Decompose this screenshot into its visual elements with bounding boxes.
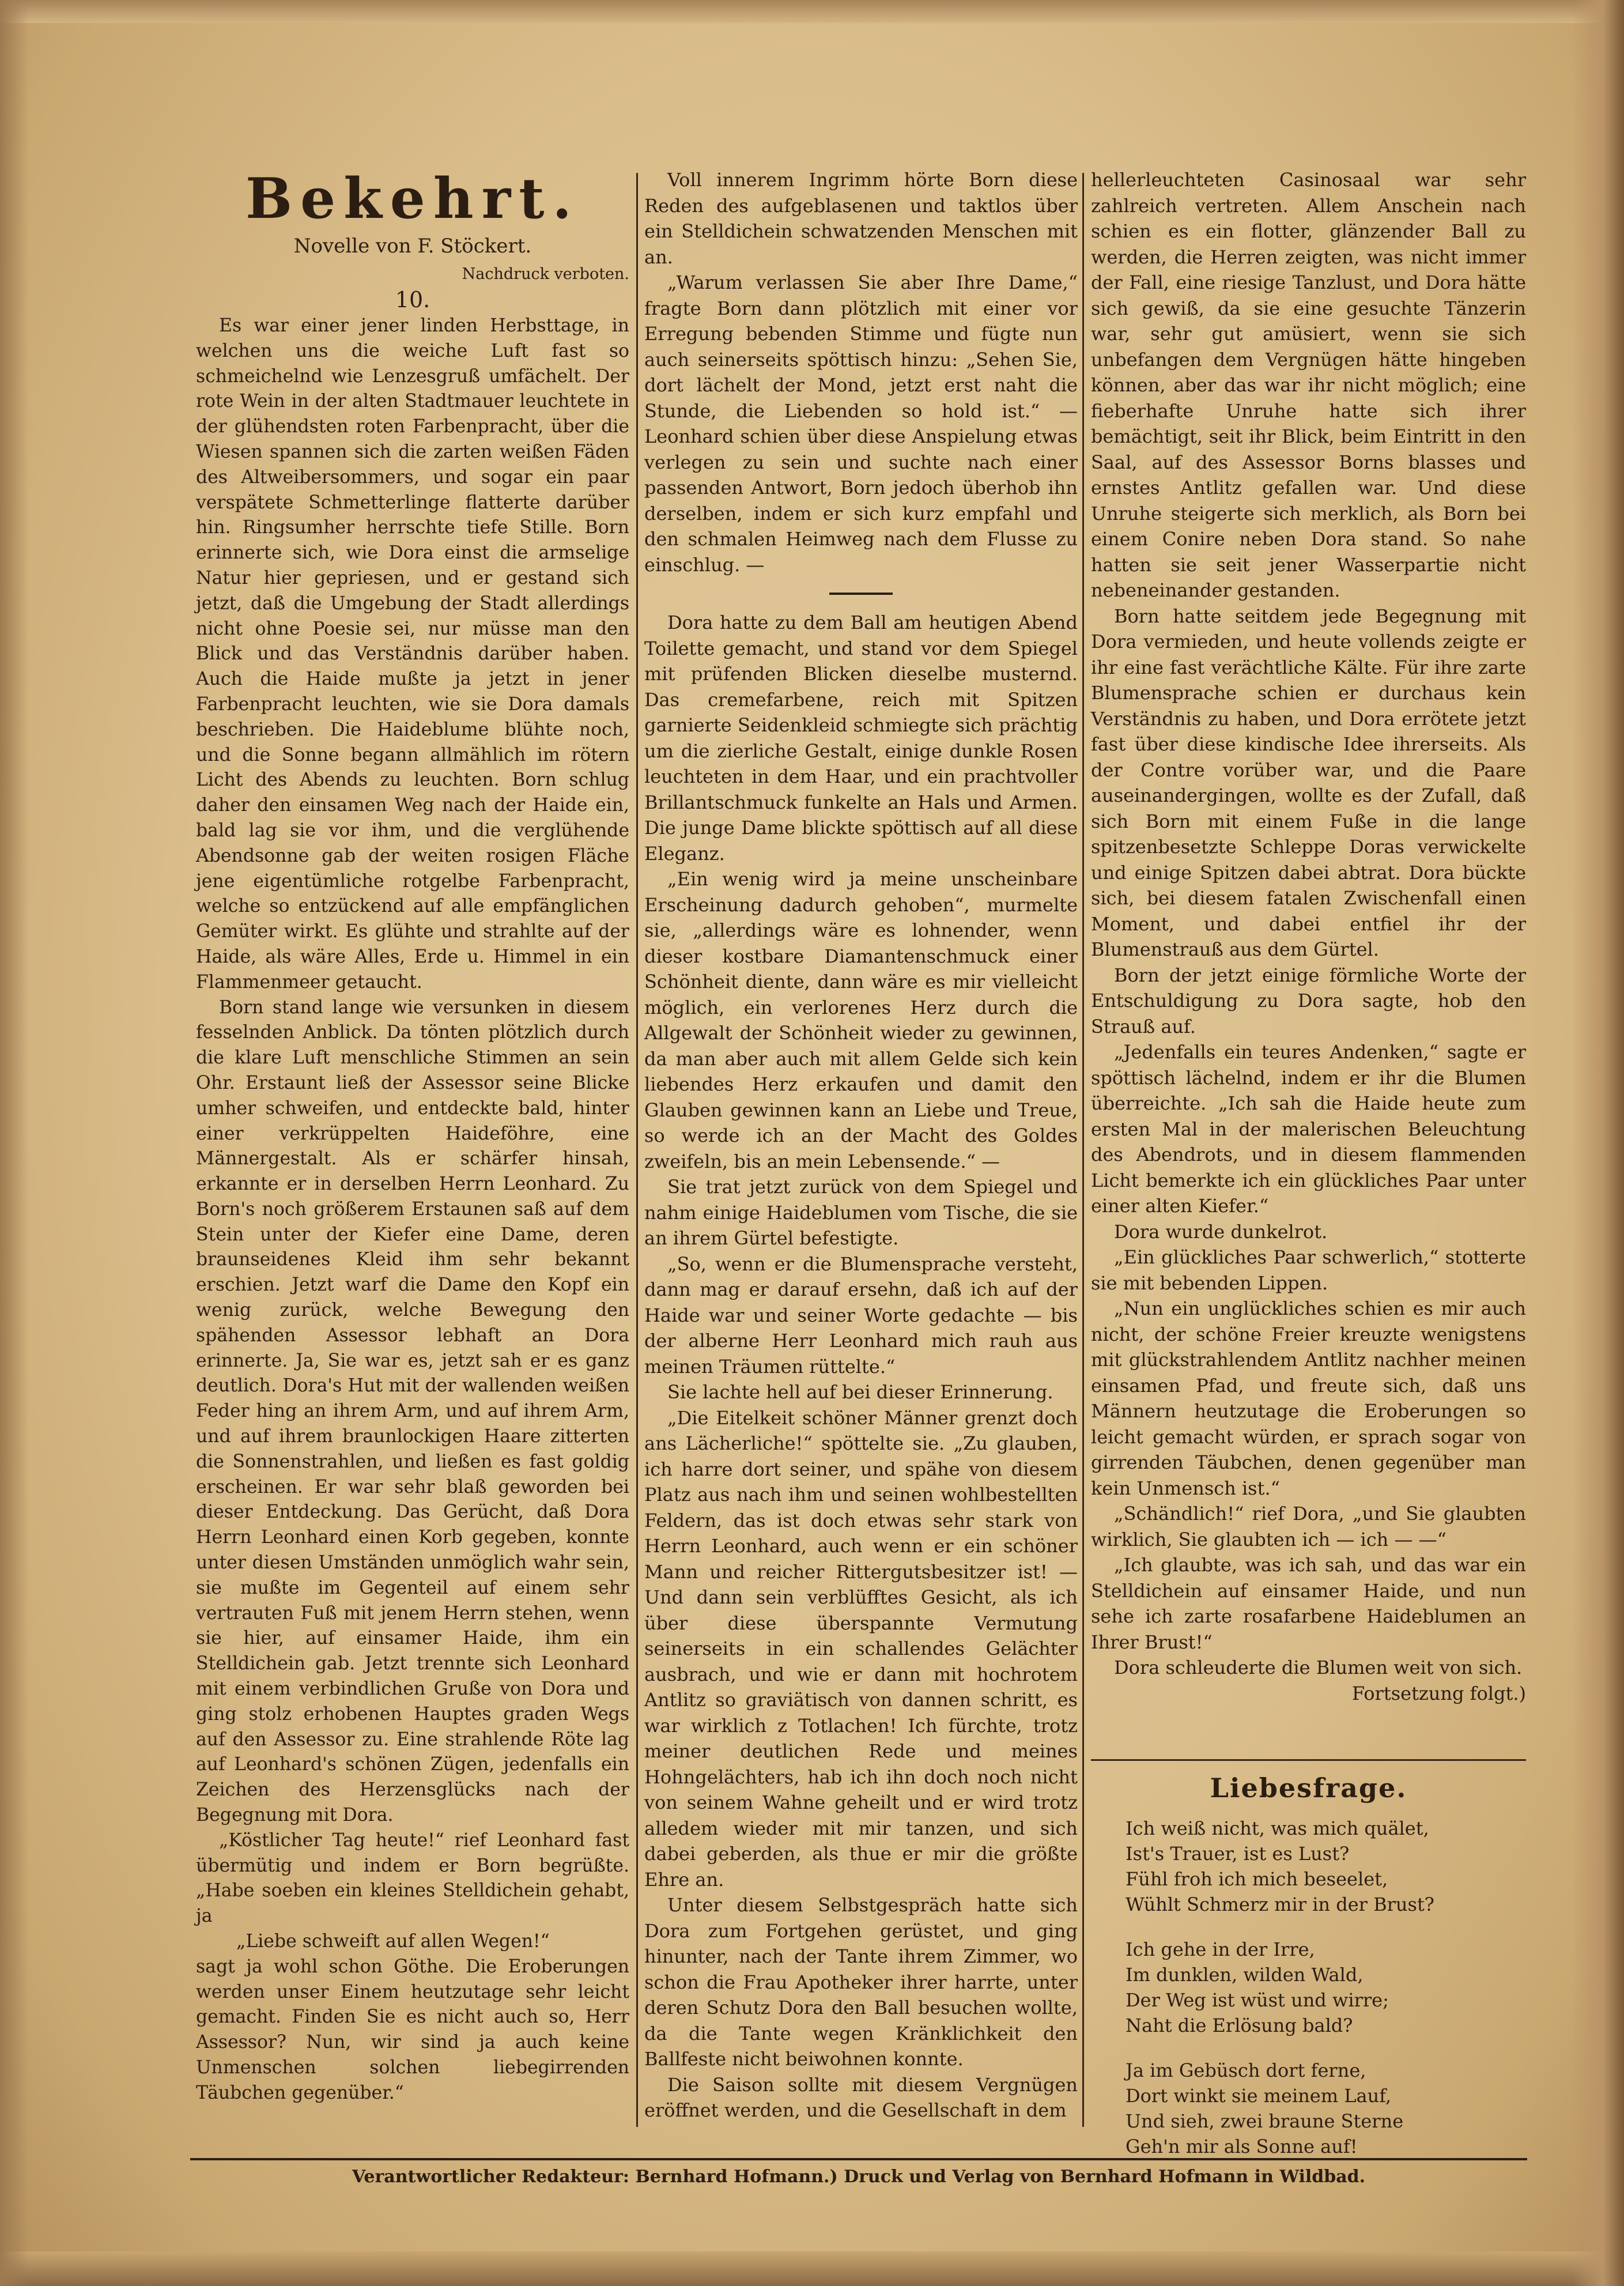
paragraph: sagt ja wohl schon Göthe. Die Eroberungen werden unser Einem heutzutage sehr leicht gemacht. Finden Sie es nicht auch so, Herr Assessor? Nun, wir sind ja auch keine Unmenschen solchen liebegirrenden Täubchen gegenüber.“ xyxy=(196,1956,629,2103)
paragraph: Sie trat jetzt zurück von dem Spiegel und nahm einige Haideblumen vom Tische, die sie an ihrem Gürtel befestigte. xyxy=(644,1176,1078,1249)
column-3 xyxy=(1091,167,1526,1706)
article-byline: Novelle von F. Stöckert. xyxy=(293,235,532,258)
imprint-footer: Verantwortlicher Redakteur: Bernhard Hofmann.) Druck und Verlag von Bernhard Hofmann in Wildbad. xyxy=(352,2167,1366,2187)
paragraph: Born der jetzt einige förmliche Worte der Entschuldigung zu Dora sagte, hob den Strauß auf. xyxy=(1091,964,1526,1038)
poem-stanza xyxy=(1126,1937,1526,2038)
poem-line: Im dunklen, wilden Wald, xyxy=(1126,1964,1364,1986)
column-rule xyxy=(636,173,638,2127)
paragraph: Sie lachte hell auf bei dieser Erinnerung. xyxy=(667,1381,1053,1403)
page-edge-left xyxy=(0,0,29,2286)
paragraph: Dora hatte zu dem Ball am heutigen Abend Toilette gemacht, und stand vor dem Spiegel mit prüfenden Blicken dieselbe musternd. Das cremefarbene, reich mit Spitzen garnierte Seidenkleid schmiegte sich prächtig um die zierliche Gestalt, einige dunkle Rosen leuchteten in dem Haar, und ein prachtvoller Brillantschmuck funkelte an Hals und Armen. Die junge Dame blickte spöttisch auf all diese Eleganz. xyxy=(644,612,1078,865)
paragraph: „Ich glaubte, was ich sah, und das war ein Stelldichein auf einsamer Haide, und nun sehe ich zarte rosafarbene Haideblumen an Ihrer Brust!“ xyxy=(1091,1554,1526,1653)
paragraph: Unter diesem Selbstgespräch hatte sich Dora zum Fortgehen gerüstet, und ging hinunter, nach der Tante ihrem Zimmer, wo schon die Frau Apotheker ihrer harrte, unter deren Schutz Dora den Ball besuchen wollte, da die Tante wegen Kränklichkeit den Ballfeste nicht beiwohnen konnte. xyxy=(644,1894,1078,2070)
paragraph: „Die Eitelkeit schöner Männer grenzt doch ans Lächerliche!“ spöttelte sie. „Zu glauben, ich harre dort seiner, und spähe von diesem Platz aus nach ihm und seinen wohlbestellten Feldern, das ist doch etwas sehr stark von Herrn Leonhard, auch wenn er ein schöner Mann und reicher Rittergutsbesitzer ist! — Und dann sein verblüfftes Gesicht, als ich über diese überspannte Vermutung seinerseits in ein schallendes Gelächter ausbrach, und wie er dann mit hochrotem Antlitz so graviätisch von dannen schritt, es war wirklich z Totlachen! Ich fürchte, trotz meiner deutlichen Rede und meines Hohngelächters, hab ich ihn doch noch nicht von seinem Wahne geheilt und er wird trotz alledem wieder mit mir tanzen, und sich dabei geberden, als thue er mir die größte Ehre an. xyxy=(644,1406,1078,1891)
paragraph: „So, wenn er die Blumensprache versteht, dann mag er darauf ersehn, daß ich auf der Haide war und seiner Worte gedachte — bis der alberne Herr Leonhard mich rauh aus meinen Träumen rüttelte.“ xyxy=(644,1253,1078,1378)
paragraph: „Ein glückliches Paar schwerlich,“ stotterte sie mit bebenden Lippen. xyxy=(1091,1246,1526,1294)
paragraph: Es war einer jener linden Herbsttage, in welchen uns die weiche Luft fast so schmeichelnd wie Lenzesgruß umfächelt. Der rote Wein in der alten Stadtmauer leuchtete in der glühendsten roten Farbenpracht, über die Wiesen spannen sich die zarten weißen Fäden des Altweibersommers, und sogar ein paar verspätete Schmetterlinge flatterte darüber hin. Ringsumher herrschte tiefe Stille. Born erinnerte sich, wie Dora einst die armselige Natur hier gepriesen, und er gestand sich jetzt, daß die Umgebung der Stadt allerdings nicht ohne Poesie sei, nur müsse man den Blick und das Verständnis darüber haben. Auch die Haide mußte ja jetzt in jener Farbenpracht leuchten, wie sie Dora damals beschrieben. Die Haideblume blühte noch, und die Sonne begann allmählich im rötern Licht des Abends zu leuchten. Born schlug daher den einsamen Weg nach der Haide ein, bald lag sie vor ihm, und die verglühende Abendsonne gab der weiten rosigen Fläche jene eigentümliche rotgelbe Farbenpracht, welche so entzückend auf alle empfänglichen Gemüter wirkt. Es glühte und strahlte auf der Haide, als wäre Alles, Erde u. Himmel in ein Flammenmeer getaucht. xyxy=(196,315,629,993)
section-separator xyxy=(829,593,893,595)
poem-stanza xyxy=(1126,1816,1526,1917)
poem xyxy=(1091,1772,1526,2179)
poem-separator xyxy=(1091,1759,1526,1761)
quote-line: „Liebe schweift auf allen Wegen!“ xyxy=(236,1931,550,1952)
poem-line: Der Weg ist wüst und wirre; xyxy=(1126,1989,1389,2011)
footer-rule xyxy=(190,2158,1527,2160)
poem-line: Wühlt Schmerz mir in der Brust? xyxy=(1126,1893,1434,1915)
paragraph: Dora wurde dunkelrot. xyxy=(1114,1220,1328,1243)
page-edge-top xyxy=(0,0,1624,23)
poem-line: Ja im Gebüsch dort ferne, xyxy=(1126,2059,1366,2081)
poem-line: Fühl froh ich mich beseelet, xyxy=(1126,1868,1388,1890)
column-2 xyxy=(644,167,1078,2123)
reprint-notice: Nachdruck verboten. xyxy=(462,265,629,283)
paragraph: „Köstlicher Tag heute!“ rief Leonhard fast übermütig und indem er Born begrüßte. „Habe soeben ein kleines Stelldichein gehabt, ja xyxy=(196,1829,629,1927)
column-rule xyxy=(1082,173,1084,2127)
poem-line: Geh'n mir als Sonne auf! xyxy=(1126,2136,1358,2157)
paragraph: Born stand lange wie versunken in diesem fesselnden Anblick. Da tönten plötzlich durch die klare Luft menschliche Stimmen an sein Ohr. Erstaunt ließ der Assessor seine Blicke umher schweifen, und entdeckte bald, hinter einer verkrüppelten Haideföhre, eine Männergestalt. Als er schärfer hinsah, erkannte er in derselben Herrn Leonhard. Zu Born's noch größerem Erstaunen saß auf dem Stein unter der Kiefer eine Dame, deren braunseidenes Kleid ihm sehr bekannt erschien. Jetzt warf die Dame den Kopf ein wenig zurück, welche Bewegung den spähenden Assessor lebhaft an Dora erinnerte. Ja, Sie war es, jetzt sah er es ganz deutlich. Dora's Hut mit der wallenden weißen Feder hing an ihrem Arm, und auf ihrem Arm, und auf ihrem braunlockigen Haare zitterten die Sonnenstrahlen, und ließen es fast goldig erscheinen. Er war sehr blaß geworden bei dieser Entdeckung. Das Gerücht, daß Dora Herrn Leonhard einen Korb gegeben, konnte unter diesen Umständen unmöglich wahr sein, sie mußte im Gegenteil auf einem sehr vertrauten Fuß mit jenem Herrn stehen, wenn sie hier, auf einsamer Haide, ihm ein Stelldichein gab. Jetzt trennte sich Leonhard mit einem verbindlichen Gruße von Dora und ging stolz erhobenen Hauptes graden Wegs auf den Assessor zu. Eine strahlende Röte lag auf Leonhard's schönen Zügen, jedenfalls ein Zeichen des Herzensglücks nach der Begegnung mit Dora. xyxy=(196,997,629,1826)
article-title: Bekehrt. xyxy=(246,166,580,231)
continued-notice: Fortsetzung folgt.) xyxy=(1351,1682,1526,1704)
paragraph: „Ein wenig wird ja meine unscheinbare Erscheinung dadurch gehoben“, murmelte sie, „allerdings wäre es lohnender, wenn dieser kostbare Diamantenschmuck einer Schönheit diente, dann wäre es mir vielleicht möglich, ein verlorenes Herz durch die Allgewalt der Schönheit wieder zu gewinnen, da man aber auch mit allem Gelde sich kein liebendes Herz erkaufen und damit den Glauben gewinnen kann an Liebe und Treue, so werde ich an der Macht des Goldes zweifeln, bis an mein Lebensende.“ — xyxy=(644,868,1078,1172)
paragraph: „Jedenfalls ein teures Andenken,“ sagte er spöttisch lächelnd, indem er ihr die Blumen überreichte. „Ich sah die Haide heute zum ersten Mal in der malerischen Beleuchtung des Abendrots, und in diesem flammenden Licht bemerkte ich ein glückliches Paar unter einer alten Kiefer.“ xyxy=(1091,1041,1526,1217)
paragraph: Born hatte seitdem jede Begegnung mit Dora vermieden, und heute vollends zeigte er ihr eine fast verächtliche Kälte. Für ihre zarte Blumensprache schien er durchaus kein Verständnis zu haben, und Dora errötete jetzt fast über diese kindische Idee ihrerseits. Als der Contre vorüber war, und die Paare auseinandergingen, wollte es der Zufall, daß sich Born mit einem Fuße in die lange spitzenbesetzte Schleppe Doras verwickelte und einige Spitzen dabei abtrat. Dora bückte sich, bei diesem fatalen Zwischenfall einen Moment, und dabei entfiel ihr der Blumenstrauß aus dem Gürtel. xyxy=(1091,605,1526,960)
paragraph: Voll innerem Ingrimm hörte Born diese Reden des aufgeblasenen und taktlos über ein Stelldichein schwatzenden Menschen mit an. xyxy=(644,169,1078,268)
paragraph: „Nun ein unglückliches schien es mir auch nicht, der schöne Freier kreuzte wenigstens mit glückstrahlendem Antlitz nachher meinen einsamen Pfad, und freute sich, daß uns Männern heutzutage die Eroberungen so leicht gemacht würden, er sprach sogar von girrenden Täubchen, denen gegenüber man kein Unmensch ist.“ xyxy=(1091,1297,1526,1499)
page-edge-right xyxy=(1572,0,1624,2286)
poem-title: Liebesfrage. xyxy=(1210,1772,1407,1804)
poem-line: Naht die Erlösung bald? xyxy=(1126,2015,1353,2036)
poem-line: Und sieh, zwei braune Sterne xyxy=(1126,2110,1404,2132)
poem-line: Dort winkt sie meinem Lauf, xyxy=(1126,2085,1392,2107)
paragraph: Die Saison sollte mit diesem Vergnügen eröffnet werden, und die Gesellschaft in dem xyxy=(644,2073,1078,2121)
poem-line: Ich gehe in der Irre, xyxy=(1126,1938,1315,1960)
poem-line: Ist's Trauer, ist es Lust? xyxy=(1126,1843,1350,1865)
poem-line: Ich weiß nicht, was mich quälet, xyxy=(1126,1817,1429,1839)
paragraph: „Schändlich!“ rief Dora, „und Sie glaubten wirklich, Sie glaubten ich — ich — —“ xyxy=(1091,1503,1526,1551)
page-edge-bottom xyxy=(0,2251,1624,2286)
paragraph: Dora schleuderte die Blumen weit von sich. xyxy=(1114,1657,1523,1678)
paragraph: „Warum verlassen Sie aber Ihre Dame,“ fragte Born dann plötzlich mit einer vor Erregung bebenden Stimme und fügte nun auch seinerseits spöttisch hinzu: „Sehen Sie, dort lächelt der Mond, jetzt erst naht die Stunde, die Liebenden so hold ist.“ — Leonhard schien über diese Anspielung etwas verlegen zu sein und suchte nach einer passenden Antwort, Born jedoch überhob ihn derselben, indem er sich kurz empfahl und den schmalen Heimweg nach dem Flusse zu einschlug. — xyxy=(644,271,1078,576)
paragraph: hellerleuchteten Casinosaal war sehr zahlreich vertreten. Allem Anschein nach schien es ein flotter, glänzender Ball zu werden, die Herren zeigten, was nicht immer der Fall, eine riesige Tanzlust, und Dora hätte sich gewiß, da sie eine gesuchte Tänzerin war, sehr gut amüsiert, wenn sie sich unbefangen dem Vergnügen hätte hingeben können, aber das war ihr nicht möglich; eine fieberhafte Unruhe hatte sich ihrer bemächtigt, seit ihr Blick, beim Eintritt in den Saal, auf des Assessor Borns blasses und ernstes Antlitz gefallen war. Und diese Unruhe steigerte sich merklich, als Born bei einem Conire neben Dora stand. So nahe hatten sie seit jener Wasserpartie nicht nebeneinander gestanden. xyxy=(1091,169,1526,601)
column-1 xyxy=(196,167,629,2106)
article-header xyxy=(196,167,629,314)
chapter-number: 10. xyxy=(395,287,430,312)
poem-stanza xyxy=(1126,2058,1526,2159)
